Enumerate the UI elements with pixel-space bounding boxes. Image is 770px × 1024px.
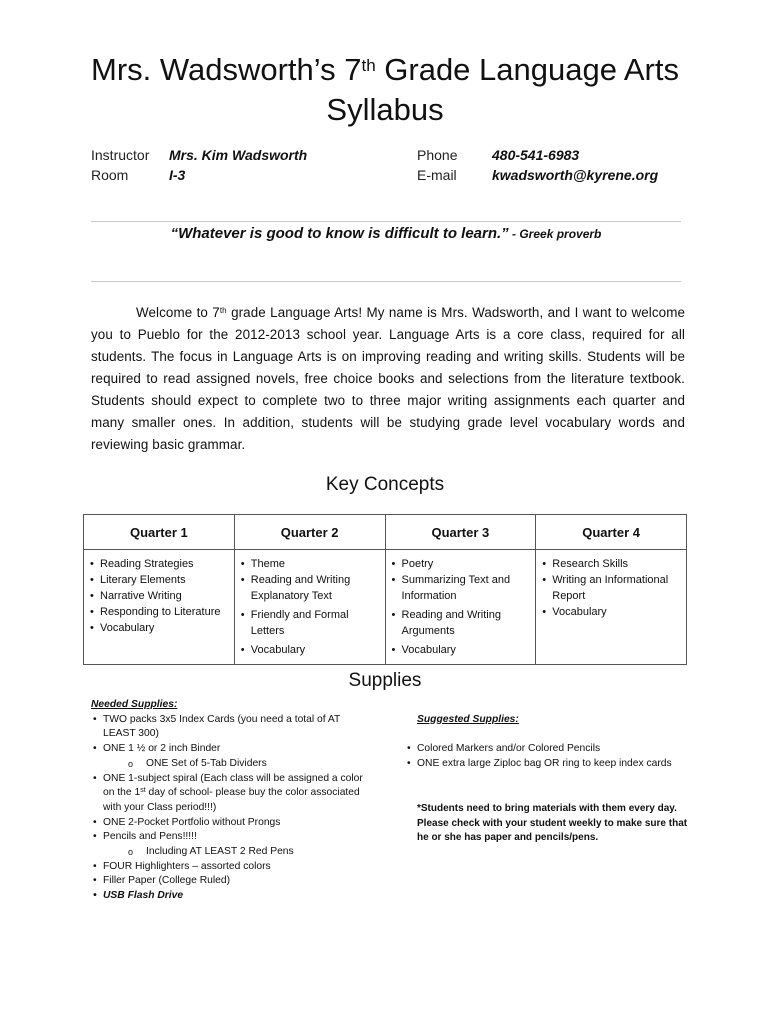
list-item: • Summarizing Text and Information	[390, 572, 532, 604]
page-title	[0, 50, 770, 90]
list-item: • Colored Markers and/or Colored Pencils	[405, 742, 695, 757]
quarter-1-cell	[84, 550, 235, 665]
room-value: I-3	[169, 167, 186, 183]
list-item: • ONE extra large Ziploc bag OR ring to keep index cards	[405, 757, 695, 772]
quarter-3-cell	[385, 550, 536, 665]
needed-supplies-heading: Needed Supplies:	[91, 699, 178, 710]
list-item: • Theme	[239, 556, 381, 572]
list-item: • Vocabulary	[88, 620, 230, 636]
list-item: • Pencils and Pens!!!!!	[91, 830, 366, 845]
quarter-3-list	[390, 556, 532, 658]
list-item: • Vocabulary	[239, 642, 381, 658]
list-item: • Reading and Writing Arguments	[390, 607, 532, 639]
list-item: • TWO packs 3x5 Index Cards (you need a total of AT LEAST 300)	[91, 713, 366, 742]
list-item: • Writing an Informational Report	[540, 572, 682, 604]
quarter-4-list	[540, 556, 682, 620]
quarter-2-list	[239, 556, 381, 658]
supplies-note: *Students need to bring materials with them every day. Please check with your student weekly to make sure that he or she has paper and pencils/pens.	[417, 803, 688, 843]
divider-bottom	[91, 281, 681, 282]
list-item: • FOUR Highlighters – assorted colors	[91, 860, 366, 875]
list-item: • Research Skills	[540, 556, 682, 572]
list-item: • Responding to Literature	[88, 604, 230, 620]
list-item: • Reading Strategies	[88, 556, 230, 572]
instructor-label: Instructor	[91, 147, 150, 163]
instructor-value: Mrs. Kim Wadsworth	[169, 147, 308, 163]
list-item: • USB Flash Drive	[91, 889, 366, 904]
key-concepts-heading: Key Concepts	[325, 474, 445, 495]
title-superscript: th	[361, 56, 376, 75]
title-text: Mrs. Wadsworth’s 7	[91, 52, 362, 87]
list-item: • Friendly and Formal Letters	[239, 607, 381, 639]
list-item: • ONE 1-subject spiral (Each class will be assigned a color on the 1st day of school- please buy the color associated with your Class period!!!)	[91, 772, 366, 816]
quarter-2-header: Quarter 2	[234, 515, 385, 550]
list-item: • Reading and Writing Explanatory Text	[239, 572, 381, 604]
quarter-2-cell	[234, 550, 385, 665]
quote-attribution: - Greek proverb	[508, 227, 602, 241]
title-text-rest: Grade Language Arts	[375, 52, 679, 87]
list-item: • Narrative Writing	[88, 588, 230, 604]
list-item: • Filler Paper (College Ruled)	[91, 874, 366, 889]
list-subitem: o Including AT LEAST 2 Red Pens	[91, 845, 366, 860]
divider-top	[91, 221, 681, 222]
quote	[91, 225, 681, 242]
room-label: Room	[91, 167, 129, 183]
suggested-supplies-list	[405, 742, 695, 771]
suggested-supplies-heading: Suggested Supplies:	[417, 714, 519, 725]
needed-supplies-list	[91, 713, 366, 904]
quarter-1-header: Quarter 1	[84, 515, 235, 550]
supplies-heading: Supplies	[348, 670, 422, 691]
needed-supplies	[91, 698, 366, 904]
list-item: • ONE 1 ½ or 2 inch Binder	[91, 742, 366, 757]
list-item: • Poetry	[390, 556, 532, 572]
suggested-supplies-heading-wrap	[417, 713, 697, 728]
email-label: E-mail	[417, 167, 457, 183]
list-item: • Literary Elements	[88, 572, 230, 588]
phone-value: 480-541-6983	[492, 147, 580, 163]
key-concepts-table	[83, 514, 687, 665]
quarter-4-header: Quarter 4	[536, 515, 687, 550]
quarter-3-header: Quarter 3	[385, 515, 536, 550]
quarter-1-list	[88, 556, 230, 636]
quarter-4-cell	[536, 550, 687, 665]
email-value: kwadsworth@kyrene.org	[492, 167, 659, 183]
page-subtitle: Syllabus	[326, 92, 444, 127]
list-item: • Vocabulary	[540, 604, 682, 620]
suggested-supplies	[405, 742, 695, 771]
list-subitem: o ONE Set of 5-Tab Dividers	[91, 757, 366, 772]
list-item: • ONE 2-Pocket Portfolio without Prongs	[91, 816, 366, 831]
phone-label: Phone	[417, 147, 458, 163]
welcome-paragraph: Welcome to 7th grade Language Arts! My name is Mrs. Wadsworth, and I want to welcome you to Pueblo for the 2012-2013 school year. Language Arts is a core class, required for all students. The focus in Language Arts is on improving reading and writing skills. Students will be required to read assigned novels, free choice books and selections from the literature textbook. Students should expect to complete two to three major writing assignments each quarter and many smaller ones. In addition, students will be studying grade level vocabulary words and reviewing basic grammar.	[91, 305, 685, 452]
list-item: • Vocabulary	[390, 642, 532, 658]
quote-text: “Whatever is good to know is difficult to learn.”	[170, 225, 509, 242]
